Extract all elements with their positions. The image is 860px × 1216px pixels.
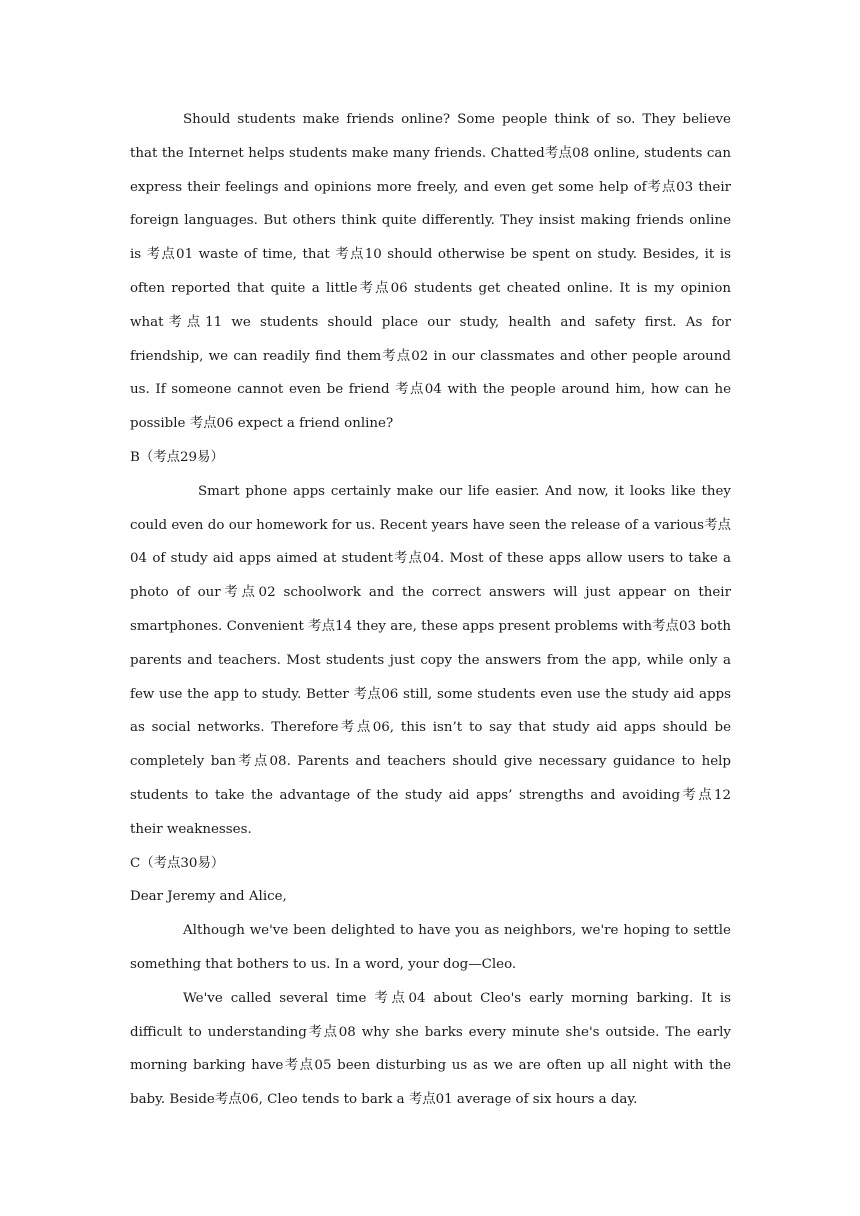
letter-paragraph-1: Although we've been delighted to have you as neighbors, we're hoping to settle something that bothers to us. In a word, your dog—Cleo. bbox=[130, 923, 731, 972]
section-c-heading: C（考点30易） bbox=[130, 855, 225, 871]
section-b-paragraph: Smart phone apps certainly make our life easier. And now, it looks like they could even do our homework for us. Recent years have seen the release of a various考点04 of study aid apps aimed at student考点04. Most of these apps allow users to take a photo of our考点02 schoolwork and the correct answers will just appear on their smartphones. Convenient 考点14 they are, these apps present problems with考点03 both parents and teachers. Most students just copy the answers from the app, while only a few use the app to study. Better 考点06 still, some students even use the study aid apps as social networks. Therefore考点06, this isn’t to say that study aid apps should be completely ban考点08. Parents and teachers should give necessary guidance to help students to take the advantage of the study aid apps’ strengths and avoiding考点12 their weaknesses. bbox=[130, 483, 731, 837]
section-b-heading: B（考点29易） bbox=[130, 449, 224, 465]
letter-paragraph-2: We've called several time 考点04 about Cleo's early morning barking. It is difficult to understanding考点08 why she barks every minute she's outside. The early morning barking have考点05 been disturbing us as we are often up all night with the baby. Beside考点06, Cleo tends to bark a 考点01 average of six hours a day. bbox=[130, 990, 731, 1108]
document-body bbox=[130, 103, 731, 1117]
section-a-paragraph: Should students make friends online? Some people think of so. They believe that the Internet helps students make many friends. Chatted考点08 online, students can express their feelings and opinions more freely, and even get some help of考点03 their foreign languages. But others think quite differently. They insist making friends online is 考点01 waste of time, that 考点10 should otherwise be spent on study. Besides, it is often reported that quite a little考点06 students get cheated online. It is my opinion what考点11 we students should place our study, health and safety first. As for friendship, we can readily find them考点02 in our classmates and other people around us. If someone cannot even be friend 考点04 with the people around him, how can he possible 考点06 expect a friend online? bbox=[130, 112, 731, 432]
letter-salutation: Dear Jeremy and Alice, bbox=[130, 889, 287, 905]
